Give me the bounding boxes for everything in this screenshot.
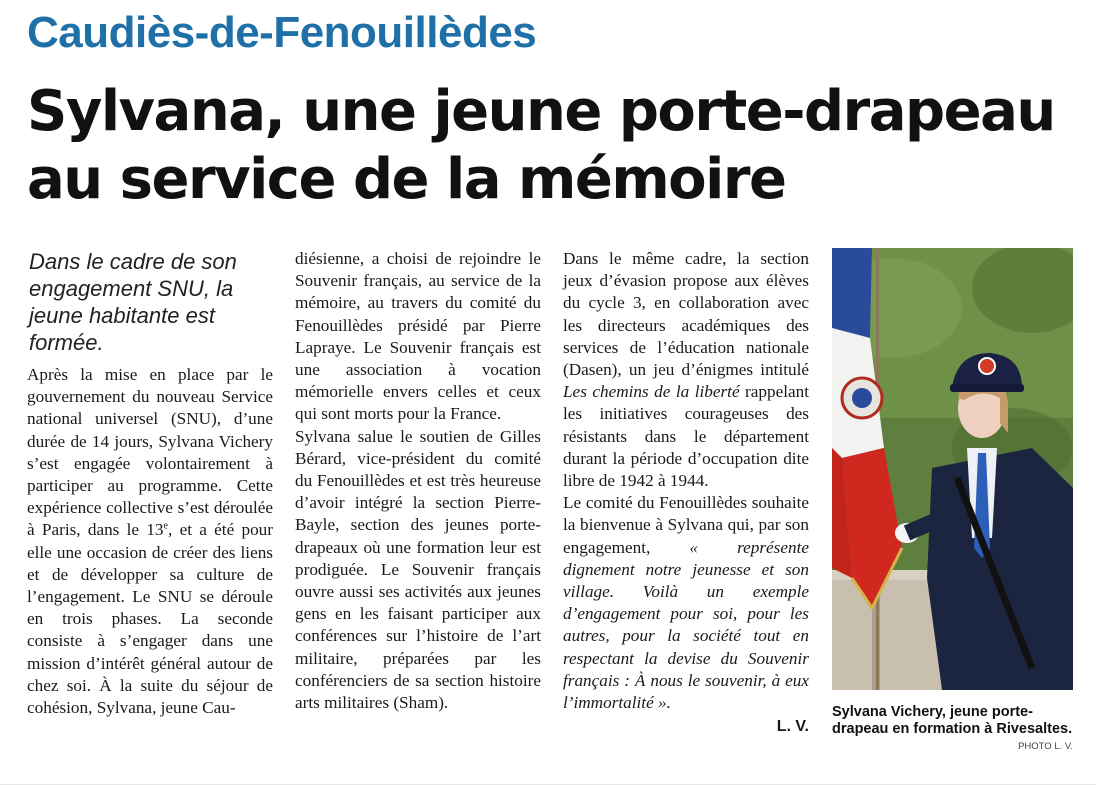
photo-caption: Sylvana Vichery, jeune porte-drapeau en formation à Rivesaltes. (832, 704, 1073, 737)
author-signature: L. V. (776, 718, 809, 736)
divider (0, 784, 1096, 785)
article-column-1 (27, 248, 273, 719)
text-run: Après la mise en place par le gouvernement du nouveau Service national universel (SNU), d’une durée de 14 jours, Sylvana Vichery s’est engagée volontairement à participer au programme. Cette expérience collective s’est déroulée à Paris, dans le 13 (27, 365, 273, 540)
headline-line-2: au service de la mémoire (27, 147, 786, 212)
lead-paragraph: Dans le cadre de son engagement SNU, la jeune habitante est formée. (29, 249, 237, 355)
headline (27, 78, 1077, 214)
paragraph: diésienne, a choisi de rejoindre le Souvenir français, au service de la mémoire, au travers du comité du Fenouillèdes présidé par Pierre Lapraye. Le Souvenir français est une association à vocation mémorielle envers celles et ceux qui sont morts pour la France. (295, 249, 541, 424)
photo-illustration (832, 248, 1073, 690)
section-kicker: Caudiès-de-Fenouillèdes (27, 8, 537, 57)
game-title: Les chemins de la liberté (563, 382, 740, 402)
text-run: rappelant les initiatives courageuses des résistants dans le département durant la période d’occupation dite libre de 1942 à 1944. (563, 382, 809, 491)
paragraph (563, 248, 809, 492)
paragraph (563, 492, 809, 714)
text-run: , et a été pour elle une occasion de créer des liens et de développer sa culture de l’engagement. Le SNU se déroule en trois phases. La seconde consiste à s’engager dans une mission d’intérêt général autour de chez soi. À la suite du séjour de cohésion, Sylvana, jeune Cau- (27, 520, 273, 718)
superscript: e (163, 520, 168, 532)
headline-line-1: Sylvana, une jeune porte-drapeau (27, 79, 1055, 144)
paragraph: Sylvana salue le soutien de Gilles Bérard, vice-président du comité du Fenouillèdes et est très heureuse d’avoir intégré la section Pierre-Bayle, section des jeunes porte-drapeaux où une formation leur est prodiguée. Le Souvenir français ouvre aussi ses activités aux jeunes gens en les faisant participer aux conférences sur l’histoire de l’art militaire, préparées par les conférenciers de sa section histoire arts militaires (Sham). (295, 426, 541, 713)
text-run: Dans le même cadre, la section jeux d’évasion propose aux élèves du cycle 3, en collaboration avec les directeurs académiques des services de l’éducation nationale (Dasen), un jeu d’énigmes intitulé (563, 249, 809, 380)
text-run: Le comité du Fenouillèdes souhaite la bienvenue à Sylvana qui, par son engagement, (563, 493, 809, 557)
quote: « représente dignement notre jeunesse et son village. Voilà un exemple d’engagement pour soi, pour les autres, pour la société tout en respectant la devise du Souvenir français : À nous le souvenir, à eux l’immortalité ». (563, 537, 809, 713)
article-column-3 (563, 248, 809, 738)
article-photo (832, 248, 1073, 690)
article-column-2 (295, 248, 541, 714)
paragraph (27, 364, 273, 719)
photo-credit: PHOTO L. V. (1018, 741, 1073, 752)
